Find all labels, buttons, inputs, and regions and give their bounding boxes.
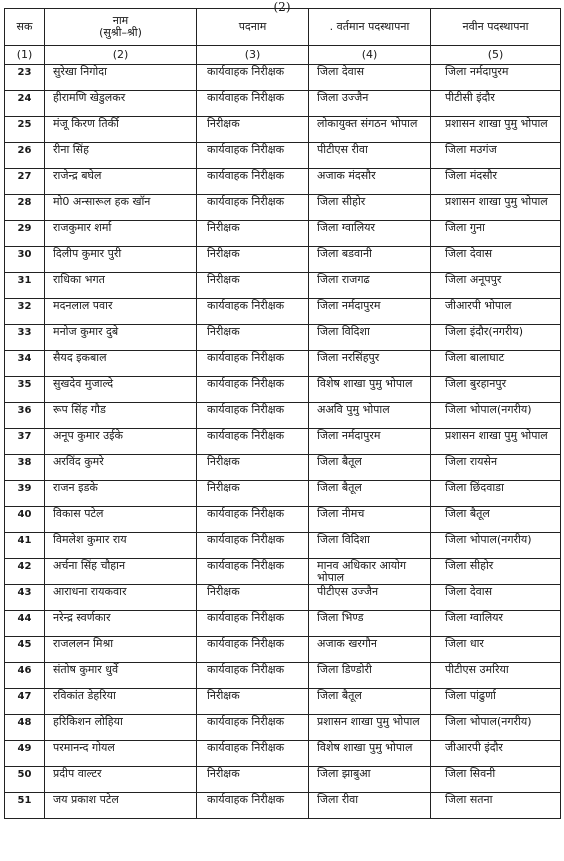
table-row [5,741,561,767]
serial-cell: 27 [5,169,45,195]
designation-cell: कार्यवाहक निरीक्षक [197,351,309,377]
header-row [5,9,561,46]
name-cell: मो0 अन्सारूल हक खॉन [45,195,197,221]
serial-cell: 46 [5,663,45,689]
new-posting-cell: जिला बुरहानपुर [431,377,561,403]
designation-cell: कार्यवाहक निरीक्षक [197,403,309,429]
table-row [5,221,561,247]
new-posting-cell: जिला बालाघाट [431,351,561,377]
serial-cell: 32 [5,299,45,325]
new-posting-cell: जिला सिवनी [431,767,561,793]
name-cell: विकास पटेल [45,507,197,533]
designation-cell: कार्यवाहक निरीक्षक [197,91,309,117]
table-row [5,117,561,143]
table-row [5,143,561,169]
current-posting-cell: जिला विदिशा [309,325,431,351]
name-cell: आराधना रायकवार [45,585,197,611]
column-number: (4) [309,46,431,65]
designation-cell: निरीक्षक [197,455,309,481]
serial-cell: 26 [5,143,45,169]
designation-cell: कार्यवाहक निरीक्षक [197,143,309,169]
name-cell: हीरामणि खेडुलकर [45,91,197,117]
new-posting-cell: प्रशासन शाखा पुमु भोपाल [431,117,561,143]
table-row [5,299,561,325]
column-number: (1) [5,46,45,65]
designation-cell: निरीक्षक [197,117,309,143]
column-number: (2) [45,46,197,65]
column-number-row [5,46,561,65]
serial-cell: 47 [5,689,45,715]
header-designation: पदनाम [197,9,309,46]
designation-cell: कार्यवाहक निरीक्षक [197,533,309,559]
transfer-table [4,8,561,819]
designation-cell: कार्यवाहक निरीक्षक [197,169,309,195]
serial-cell: 28 [5,195,45,221]
serial-cell: 29 [5,221,45,247]
current-posting-cell: अअवि पुमु भोपाल [309,403,431,429]
serial-cell: 41 [5,533,45,559]
serial-cell: 44 [5,611,45,637]
current-posting-cell: जिला राजगढ [309,273,431,299]
new-posting-cell: पीटीसी इंदौर [431,91,561,117]
designation-cell: कार्यवाहक निरीक्षक [197,663,309,689]
table-row [5,455,561,481]
name-cell: राजकुमार शर्मा [45,221,197,247]
designation-cell: कार्यवाहक निरीक्षक [197,741,309,767]
current-posting-cell: जिला उज्जैन [309,91,431,117]
table-row [5,637,561,663]
current-posting-cell: पीटीएस उज्जैन [309,585,431,611]
table-row [5,429,561,455]
current-posting-cell: जिला नर्मदापुरम [309,429,431,455]
serial-cell: 39 [5,481,45,507]
designation-cell: कार्यवाहक निरीक्षक [197,637,309,663]
current-posting-cell: जिला नरसिंहपुर [309,351,431,377]
table-row [5,481,561,507]
table-row [5,377,561,403]
name-cell: रूप सिंह गौड [45,403,197,429]
designation-cell: निरीक्षक [197,689,309,715]
name-cell: सुखदेव मुजाल्दे [45,377,197,403]
table-row [5,767,561,793]
current-posting-cell: विशेष शाखा पुमु भोपाल [309,377,431,403]
serial-cell: 31 [5,273,45,299]
designation-cell: कार्यवाहक निरीक्षक [197,559,309,585]
current-posting-cell: पीटीएस रीवा [309,143,431,169]
new-posting-cell: जिला गुना [431,221,561,247]
new-posting-cell: जिला धार [431,637,561,663]
serial-cell: 51 [5,793,45,819]
new-posting-cell: प्रशासन शाखा पुमु भोपाल [431,195,561,221]
name-cell: राजन इडके [45,481,197,507]
designation-cell: निरीक्षक [197,247,309,273]
table-row [5,793,561,819]
name-cell: सुरेखा निगोदा [45,65,197,91]
name-cell: राजेन्द्र बघेल [45,169,197,195]
name-cell: नरेन्द्र स्वर्णकार [45,611,197,637]
designation-cell: कार्यवाहक निरीक्षक [197,377,309,403]
new-posting-cell: जिला सतना [431,793,561,819]
serial-cell: 24 [5,91,45,117]
current-posting-cell: जिला देवास [309,65,431,91]
new-posting-cell: जिला देवास [431,247,561,273]
table-row [5,325,561,351]
header-current-posting: . वर्तमान पदस्थापना [309,9,431,46]
name-cell: अरविंद कुमरे [45,455,197,481]
serial-cell: 33 [5,325,45,351]
table-row [5,715,561,741]
new-posting-cell: जिला भोपाल(नगरीय) [431,403,561,429]
designation-cell: कार्यवाहक निरीक्षक [197,715,309,741]
column-number: (5) [431,46,561,65]
current-posting-cell: जिला नर्मदापुरम [309,299,431,325]
current-posting-cell: जिला ग्वालियर [309,221,431,247]
designation-cell: निरीक्षक [197,481,309,507]
current-posting-cell: जिला रीवा [309,793,431,819]
current-posting-cell: जिला नीमच [309,507,431,533]
table-row [5,611,561,637]
new-posting-cell: जिला ग्वालियर [431,611,561,637]
new-posting-cell: प्रशासन शाखा पुमु भोपाल [431,429,561,455]
serial-cell: 35 [5,377,45,403]
current-posting-cell: जिला बडवानी [309,247,431,273]
current-posting-cell: लोकायुक्त संगठन भोपाल [309,117,431,143]
table-row [5,169,561,195]
serial-cell: 34 [5,351,45,377]
table-row [5,351,561,377]
designation-cell: निरीक्षक [197,585,309,611]
current-posting-cell: जिला भिण्ड [309,611,431,637]
current-posting-cell: अजाक मंदसौर [309,169,431,195]
column-number: (3) [197,46,309,65]
new-posting-cell: जीआरपी इंदौर [431,741,561,767]
name-cell: विमलेश कुमार राय [45,533,197,559]
table-row [5,273,561,299]
table-row [5,65,561,91]
name-cell: दिलीप कुमार पुरी [45,247,197,273]
serial-cell: 25 [5,117,45,143]
current-posting-cell: जिला विदिशा [309,533,431,559]
serial-cell: 37 [5,429,45,455]
serial-cell: 48 [5,715,45,741]
new-posting-cell: जिला देवास [431,585,561,611]
serial-cell: 50 [5,767,45,793]
serial-cell: 43 [5,585,45,611]
new-posting-cell: जिला रायसेन [431,455,561,481]
designation-cell: निरीक्षक [197,325,309,351]
serial-cell: 40 [5,507,45,533]
name-cell: संतोष कुमार धुर्वे [45,663,197,689]
page-number: (2) [273,0,291,14]
serial-cell: 42 [5,559,45,585]
new-posting-cell: जिला सीहोर [431,559,561,585]
name-cell: राधिका भगत [45,273,197,299]
designation-cell: कार्यवाहक निरीक्षक [197,611,309,637]
serial-cell: 49 [5,741,45,767]
designation-cell: निरीक्षक [197,221,309,247]
table-row [5,91,561,117]
current-posting-cell: जिला बैतूल [309,455,431,481]
header-name: नाम (सुश्री–श्री) [45,9,197,46]
new-posting-cell: जिला छिंदवाडा [431,481,561,507]
current-posting-cell: अजाक खरगौन [309,637,431,663]
new-posting-cell: जिला इंदौर(नगरीय) [431,325,561,351]
new-posting-cell: जिला अनूपपुर [431,273,561,299]
serial-cell: 38 [5,455,45,481]
table-row [5,585,561,611]
new-posting-cell: जिला भोपाल(नगरीय) [431,715,561,741]
table-row [5,559,561,585]
table-row [5,507,561,533]
new-posting-cell: जिला पांढुर्णा [431,689,561,715]
designation-cell: निरीक्षक [197,767,309,793]
name-cell: राजललन मिश्रा [45,637,197,663]
new-posting-cell: जीआरपी भोपाल [431,299,561,325]
current-posting-cell: विशेष शाखा पुमु भोपाल [309,741,431,767]
name-cell: मंजू किरण तिर्की [45,117,197,143]
current-posting-cell: प्रशासन शाखा पुमु भोपाल [309,715,431,741]
current-posting-cell: मानव अधिकार आयोग भोपाल [309,559,431,585]
new-posting-cell: जिला मंदसौर [431,169,561,195]
name-cell: परमानन्द गोयल [45,741,197,767]
name-cell: हरिकिशन लोहिया [45,715,197,741]
designation-cell: निरीक्षक [197,273,309,299]
designation-cell: कार्यवाहक निरीक्षक [197,299,309,325]
designation-cell: कार्यवाहक निरीक्षक [197,507,309,533]
name-cell: सैयद इकबाल [45,351,197,377]
current-posting-cell: जिला बैतूल [309,481,431,507]
name-cell: प्रदीप वाल्टर [45,767,197,793]
name-cell: रविकांत डेहरिया [45,689,197,715]
table-row [5,403,561,429]
designation-cell: कार्यवाहक निरीक्षक [197,793,309,819]
table-row [5,533,561,559]
new-posting-cell: जिला मउगंज [431,143,561,169]
name-cell: अनूप कुमार उईके [45,429,197,455]
current-posting-cell: जिला डिण्डोरी [309,663,431,689]
name-cell: अर्चना सिंह चौहान [45,559,197,585]
current-posting-cell: जिला बैतूल [309,689,431,715]
designation-cell: कार्यवाहक निरीक्षक [197,429,309,455]
serial-cell: 45 [5,637,45,663]
table-body [5,65,561,819]
new-posting-cell: जिला बैतूल [431,507,561,533]
table-row [5,663,561,689]
current-posting-cell: जिला सीहोर [309,195,431,221]
serial-cell: 36 [5,403,45,429]
serial-cell: 23 [5,65,45,91]
designation-cell: कार्यवाहक निरीक्षक [197,65,309,91]
new-posting-cell: पीटीएस उमरिया [431,663,561,689]
designation-cell: कार्यवाहक निरीक्षक [197,195,309,221]
name-cell: मनोज कुमार दुबे [45,325,197,351]
serial-cell: 30 [5,247,45,273]
current-posting-cell: जिला झाबुआ [309,767,431,793]
name-cell: मदनलाल पवार [45,299,197,325]
table-row [5,689,561,715]
name-cell: जय प्रकाश पटेल [45,793,197,819]
name-cell: रीना सिंह [45,143,197,169]
new-posting-cell: जिला भोपाल(नगरीय) [431,533,561,559]
new-posting-cell: जिला नर्मदापुरम [431,65,561,91]
table-row [5,247,561,273]
header-new-posting: नवीन पदस्थापना [431,9,561,46]
table-row [5,195,561,221]
header-serial: सक [5,9,45,46]
